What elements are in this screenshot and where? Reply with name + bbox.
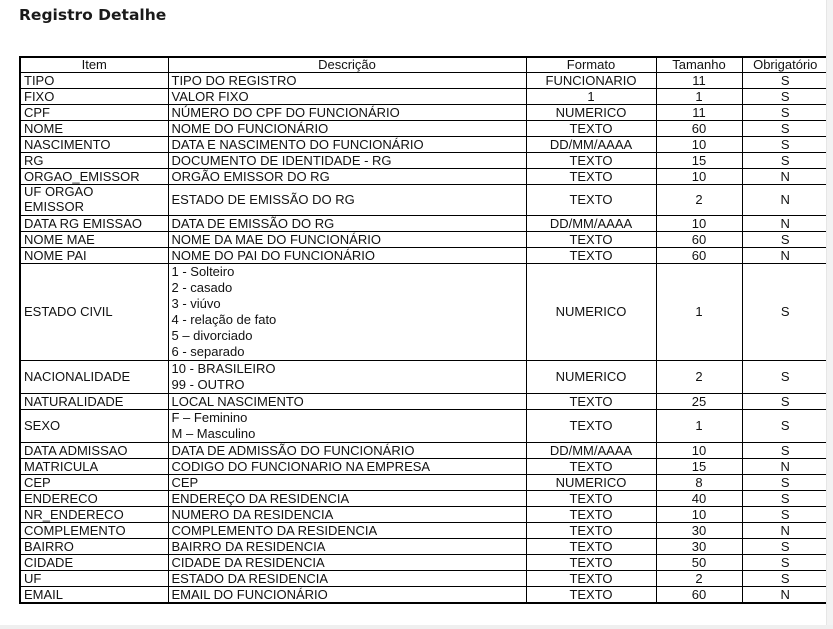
cell-formato: TEXTO [526, 394, 656, 410]
fields-table [19, 56, 830, 604]
cell-item-line: UF ORGAO [24, 184, 94, 199]
table-row [20, 361, 829, 394]
cell-tamanho: 60 [656, 587, 742, 604]
table-row [20, 410, 829, 443]
table-row [20, 121, 829, 137]
table-header-row [20, 57, 829, 73]
cell-item: RG [20, 153, 168, 169]
cell-tamanho: 10 [656, 507, 742, 523]
column-header-obrigatorio: Obrigatório [742, 57, 829, 73]
cell-obrigatorio: S [742, 539, 829, 555]
cell-item: MATRICULA [20, 459, 168, 475]
cell-descricao-line: 2 - casado [171, 280, 233, 295]
cell-formato: DD/MM/AAAA [526, 137, 656, 153]
cell-descricao: NÚMERO DO CPF DO FUNCIONÁRIO [168, 105, 526, 121]
cell-descricao: ENDEREÇO DA RESIDENCIA [168, 491, 526, 507]
cell-tamanho: 60 [656, 248, 742, 264]
cell-descricao: CODIGO DO FUNCIONARIO NA EMPRESA [168, 459, 526, 475]
cell-item: NACIONALIDADE [20, 361, 168, 394]
cell-obrigatorio: S [742, 153, 829, 169]
table-row [20, 248, 829, 264]
cell-descricao: DATA E NASCIMENTO DO FUNCIONÁRIO [168, 137, 526, 153]
cell-descricao [168, 264, 526, 361]
cell-tamanho: 2 [656, 571, 742, 587]
table-row [20, 153, 829, 169]
table-row [20, 89, 829, 105]
cell-descricao: LOCAL NASCIMENTO [168, 394, 526, 410]
cell-item: ENDERECO [20, 491, 168, 507]
cell-obrigatorio: S [742, 105, 829, 121]
cell-descricao: ORGÃO EMISSOR DO RG [168, 169, 526, 185]
cell-item: CIDADE [20, 555, 168, 571]
cell-item: CEP [20, 475, 168, 491]
cell-item: ORGAO_EMISSOR [20, 169, 168, 185]
column-header-formato: Formato [526, 57, 656, 73]
cell-descricao-line: 99 - OUTRO [171, 377, 245, 392]
cell-descricao: NOME DA MAE DO FUNCIONÁRIO [168, 232, 526, 248]
cell-tamanho: 10 [656, 137, 742, 153]
cell-item: COMPLEMENTO [20, 523, 168, 539]
cell-descricao: ESTADO DA RESIDENCIA [168, 571, 526, 587]
cell-tamanho: 2 [656, 361, 742, 394]
cell-item: NATURALIDADE [20, 394, 168, 410]
cell-tamanho: 40 [656, 491, 742, 507]
cell-formato: NUMERICO [526, 105, 656, 121]
table-row [20, 587, 829, 604]
cell-tamanho: 10 [656, 216, 742, 232]
cell-item: NOME [20, 121, 168, 137]
table-row [20, 539, 829, 555]
table-body [20, 73, 829, 604]
table-row [20, 264, 829, 361]
cell-formato: DD/MM/AAAA [526, 216, 656, 232]
column-header-descricao: Descrição [168, 57, 526, 73]
window-edge [826, 0, 833, 629]
cell-descricao: CEP [168, 475, 526, 491]
cell-item: CPF [20, 105, 168, 121]
cell-formato: NUMERICO [526, 475, 656, 491]
cell-obrigatorio: N [742, 248, 829, 264]
cell-obrigatorio: N [742, 459, 829, 475]
cell-obrigatorio: S [742, 264, 829, 361]
cell-formato: NUMERICO [526, 361, 656, 394]
cell-formato: TEXTO [526, 571, 656, 587]
cell-obrigatorio: S [742, 361, 829, 394]
cell-item: NOME PAI [20, 248, 168, 264]
cell-obrigatorio: N [742, 169, 829, 185]
cell-item: ESTADO CIVIL [20, 264, 168, 361]
cell-descricao: NUMERO DA RESIDENCIA [168, 507, 526, 523]
cell-descricao: DATA DE ADMISSÃO DO FUNCIONÁRIO [168, 443, 526, 459]
cell-obrigatorio: N [742, 185, 829, 216]
cell-formato: TEXTO [526, 410, 656, 443]
cell-formato: TEXTO [526, 121, 656, 137]
table-row [20, 523, 829, 539]
table-row [20, 394, 829, 410]
cell-item: TIPO [20, 73, 168, 89]
table-row [20, 216, 829, 232]
cell-formato: TEXTO [526, 555, 656, 571]
cell-descricao: EMAIL DO FUNCIONÁRIO [168, 587, 526, 604]
cell-obrigatorio: S [742, 121, 829, 137]
cell-descricao-line: 1 - Solteiro [171, 264, 235, 279]
cell-item: UF [20, 571, 168, 587]
page-title: Registro Detalhe [19, 6, 167, 24]
table-row [20, 73, 829, 89]
cell-descricao: VALOR FIXO [168, 89, 526, 105]
cell-tamanho: 10 [656, 169, 742, 185]
cell-formato: FUNCIONARIO [526, 73, 656, 89]
cell-formato: NUMERICO [526, 264, 656, 361]
cell-obrigatorio: S [742, 475, 829, 491]
cell-item: FIXO [20, 89, 168, 105]
cell-formato: TEXTO [526, 169, 656, 185]
cell-obrigatorio: S [742, 73, 829, 89]
cell-descricao-line: 6 - separado [171, 344, 245, 359]
table-row [20, 232, 829, 248]
cell-obrigatorio: S [742, 89, 829, 105]
table-row [20, 185, 829, 216]
cell-descricao: DATA DE EMISSÃO DO RG [168, 216, 526, 232]
table-row [20, 475, 829, 491]
cell-item [20, 185, 168, 216]
cell-tamanho: 11 [656, 73, 742, 89]
cell-descricao [168, 410, 526, 443]
cell-descricao: TIPO DO REGISTRO [168, 73, 526, 89]
table-row [20, 459, 829, 475]
cell-item-line: EMISSOR [24, 199, 84, 214]
cell-formato: TEXTO [526, 587, 656, 604]
cell-descricao-line: 5 – divorciado [171, 328, 253, 343]
cell-descricao: CIDADE DA RESIDENCIA [168, 555, 526, 571]
cell-item: SEXO [20, 410, 168, 443]
cell-obrigatorio: S [742, 507, 829, 523]
column-header-tamanho: Tamanho [656, 57, 742, 73]
cell-formato: TEXTO [526, 232, 656, 248]
table-row [20, 137, 829, 153]
cell-descricao: COMPLEMENTO DA RESIDENCIA [168, 523, 526, 539]
cell-formato: TEXTO [526, 459, 656, 475]
cell-obrigatorio: S [742, 410, 829, 443]
cell-tamanho: 30 [656, 539, 742, 555]
cell-formato: TEXTO [526, 153, 656, 169]
cell-obrigatorio: N [742, 216, 829, 232]
table-row [20, 443, 829, 459]
cell-obrigatorio: S [742, 491, 829, 507]
table-row [20, 491, 829, 507]
cell-obrigatorio: N [742, 587, 829, 604]
cell-tamanho: 15 [656, 459, 742, 475]
cell-formato: 1 [526, 89, 656, 105]
cell-formato: TEXTO [526, 491, 656, 507]
cell-formato: DD/MM/AAAA [526, 443, 656, 459]
cell-descricao-line: 4 - relação de fato [171, 312, 277, 327]
cell-tamanho: 60 [656, 121, 742, 137]
cell-descricao: NOME DO FUNCIONÁRIO [168, 121, 526, 137]
cell-descricao-line: 10 - BRASILEIRO [171, 361, 276, 376]
cell-descricao: BAIRRO DA RESIDENCIA [168, 539, 526, 555]
cell-item: NOME MAE [20, 232, 168, 248]
cell-descricao [168, 361, 526, 394]
cell-tamanho: 1 [656, 264, 742, 361]
cell-tamanho: 8 [656, 475, 742, 491]
cell-tamanho: 11 [656, 105, 742, 121]
table-row [20, 507, 829, 523]
cell-descricao: DOCUMENTO DE IDENTIDADE - RG [168, 153, 526, 169]
cell-tamanho: 1 [656, 410, 742, 443]
cell-tamanho: 1 [656, 89, 742, 105]
cell-obrigatorio: S [742, 443, 829, 459]
cell-item: NR_ENDERECO [20, 507, 168, 523]
cell-item: BAIRRO [20, 539, 168, 555]
cell-tamanho: 2 [656, 185, 742, 216]
cell-descricao-line: 3 - viúvo [171, 296, 221, 311]
cell-obrigatorio: S [742, 232, 829, 248]
column-header-item: Item [20, 57, 168, 73]
cell-obrigatorio: S [742, 555, 829, 571]
cell-descricao: NOME DO PAI DO FUNCIONÁRIO [168, 248, 526, 264]
table-row [20, 571, 829, 587]
cell-formato: TEXTO [526, 248, 656, 264]
cell-tamanho: 10 [656, 443, 742, 459]
cell-tamanho: 60 [656, 232, 742, 248]
cell-descricao-line: M – Masculino [171, 426, 256, 441]
cell-obrigatorio: S [742, 394, 829, 410]
cell-descricao-line: F – Feminino [171, 410, 248, 425]
cell-obrigatorio: S [742, 137, 829, 153]
cell-obrigatorio: S [742, 571, 829, 587]
cell-item: NASCIMENTO [20, 137, 168, 153]
cell-formato: TEXTO [526, 539, 656, 555]
cell-obrigatorio: N [742, 523, 829, 539]
cell-item: DATA RG EMISSAO [20, 216, 168, 232]
window-edge-bottom [0, 625, 833, 629]
cell-tamanho: 50 [656, 555, 742, 571]
table-row [20, 555, 829, 571]
cell-item: DATA ADMISSAO [20, 443, 168, 459]
cell-descricao: ESTADO DE EMISSÃO DO RG [168, 185, 526, 216]
cell-tamanho: 15 [656, 153, 742, 169]
table-row [20, 169, 829, 185]
cell-formato: TEXTO [526, 507, 656, 523]
cell-item: EMAIL [20, 587, 168, 604]
cell-formato: TEXTO [526, 185, 656, 216]
cell-tamanho: 25 [656, 394, 742, 410]
cell-formato: TEXTO [526, 523, 656, 539]
cell-tamanho: 30 [656, 523, 742, 539]
table-row [20, 105, 829, 121]
